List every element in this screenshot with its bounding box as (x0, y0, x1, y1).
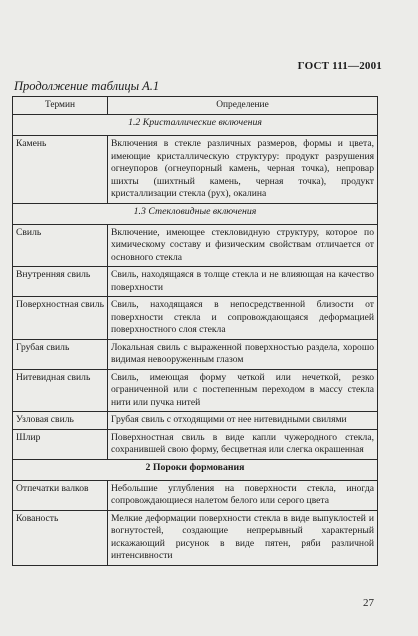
table-body (13, 115, 378, 566)
definition-cell: Мелкие деформации поверхности стекла в виде выпуклостей и вогнутостей, создающие непрерывный характерный искажающий рисунок в виде пятен, ряби различной интенсивности (108, 510, 378, 565)
column-header-definition: Определение (108, 97, 378, 115)
table-section-row (13, 203, 378, 224)
section-heading: 1.2 Кристаллические включения (13, 115, 378, 136)
table-row (13, 369, 378, 412)
term-cell: Поверхностная свиль (13, 297, 108, 340)
definition-cell: Небольшие углубления на поверхности стекла, иногда сопровождающиеся налетом белого или серого цвета (108, 480, 378, 510)
table-row (13, 510, 378, 565)
definition-cell: Грубая свиль с отходящими от нее нитевидными свилями (108, 412, 378, 430)
document-code: ГОСТ 111—2001 (297, 60, 382, 72)
term-cell: Кованость (13, 510, 108, 565)
table-row (13, 136, 378, 204)
term-cell: Свиль (13, 224, 108, 267)
column-header-term: Термин (13, 97, 108, 115)
page-number: 27 (363, 597, 374, 609)
definition-cell: Свиль, находящаяся в непосредственной близости от поверхности стекла и сопровождающаяся деформацией поверхностного слоя стекла (108, 297, 378, 340)
table-row (13, 339, 378, 369)
term-cell: Шлир (13, 429, 108, 459)
section-heading: 2 Пороки формования (13, 459, 378, 480)
term-cell: Грубая свиль (13, 339, 108, 369)
table-row (13, 267, 378, 297)
table-section-row (13, 459, 378, 480)
term-cell: Камень (13, 136, 108, 204)
section-heading: 1.3 Стекловидные включения (13, 203, 378, 224)
term-cell: Внутренняя свиль (13, 267, 108, 297)
definition-cell: Поверхностная свиль в виде капли чужеродного стекла, сохранившей свою форму, бесцветная или слегка окрашенная (108, 429, 378, 459)
definition-cell: Локальная свиль с выраженной поверхностью раздела, хорошо видимая невооруженным глазом (108, 339, 378, 369)
table-row (13, 224, 378, 267)
table-continuation-caption: Продолжение таблицы А.1 (14, 79, 160, 93)
definition-cell: Включения в стекле различных размеров, формы и цвета, имеющие кристаллическую структуру: продукт разрушения огнеупоров (огнеупорный камень, черная точка), непровар шихты (шихтный камень, черная точка), продукт кристаллизации стекла (рух), окалина (108, 136, 378, 204)
terms-table (12, 96, 378, 566)
table-header-row (13, 97, 378, 115)
table-row (13, 480, 378, 510)
table-section-row (13, 115, 378, 136)
definition-cell: Включение, имеющее стекловидную структуру, которое по химическому составу и физическим свойствам отличается от основного стекла (108, 224, 378, 267)
table-row (13, 412, 378, 430)
definition-cell: Свиль, имеющая форму четкой или нечеткой, резко ограниченной или с постепенным переходом в массу стекла нити или пучка нитей (108, 369, 378, 412)
table-row (13, 297, 378, 340)
table-row (13, 429, 378, 459)
term-cell: Узловая свиль (13, 412, 108, 430)
definition-cell: Свиль, находящаяся в толще стекла и не влияющая на качество поверхности (108, 267, 378, 297)
term-cell: Нитевидная свиль (13, 369, 108, 412)
term-cell: Отпечатки валков (13, 480, 108, 510)
